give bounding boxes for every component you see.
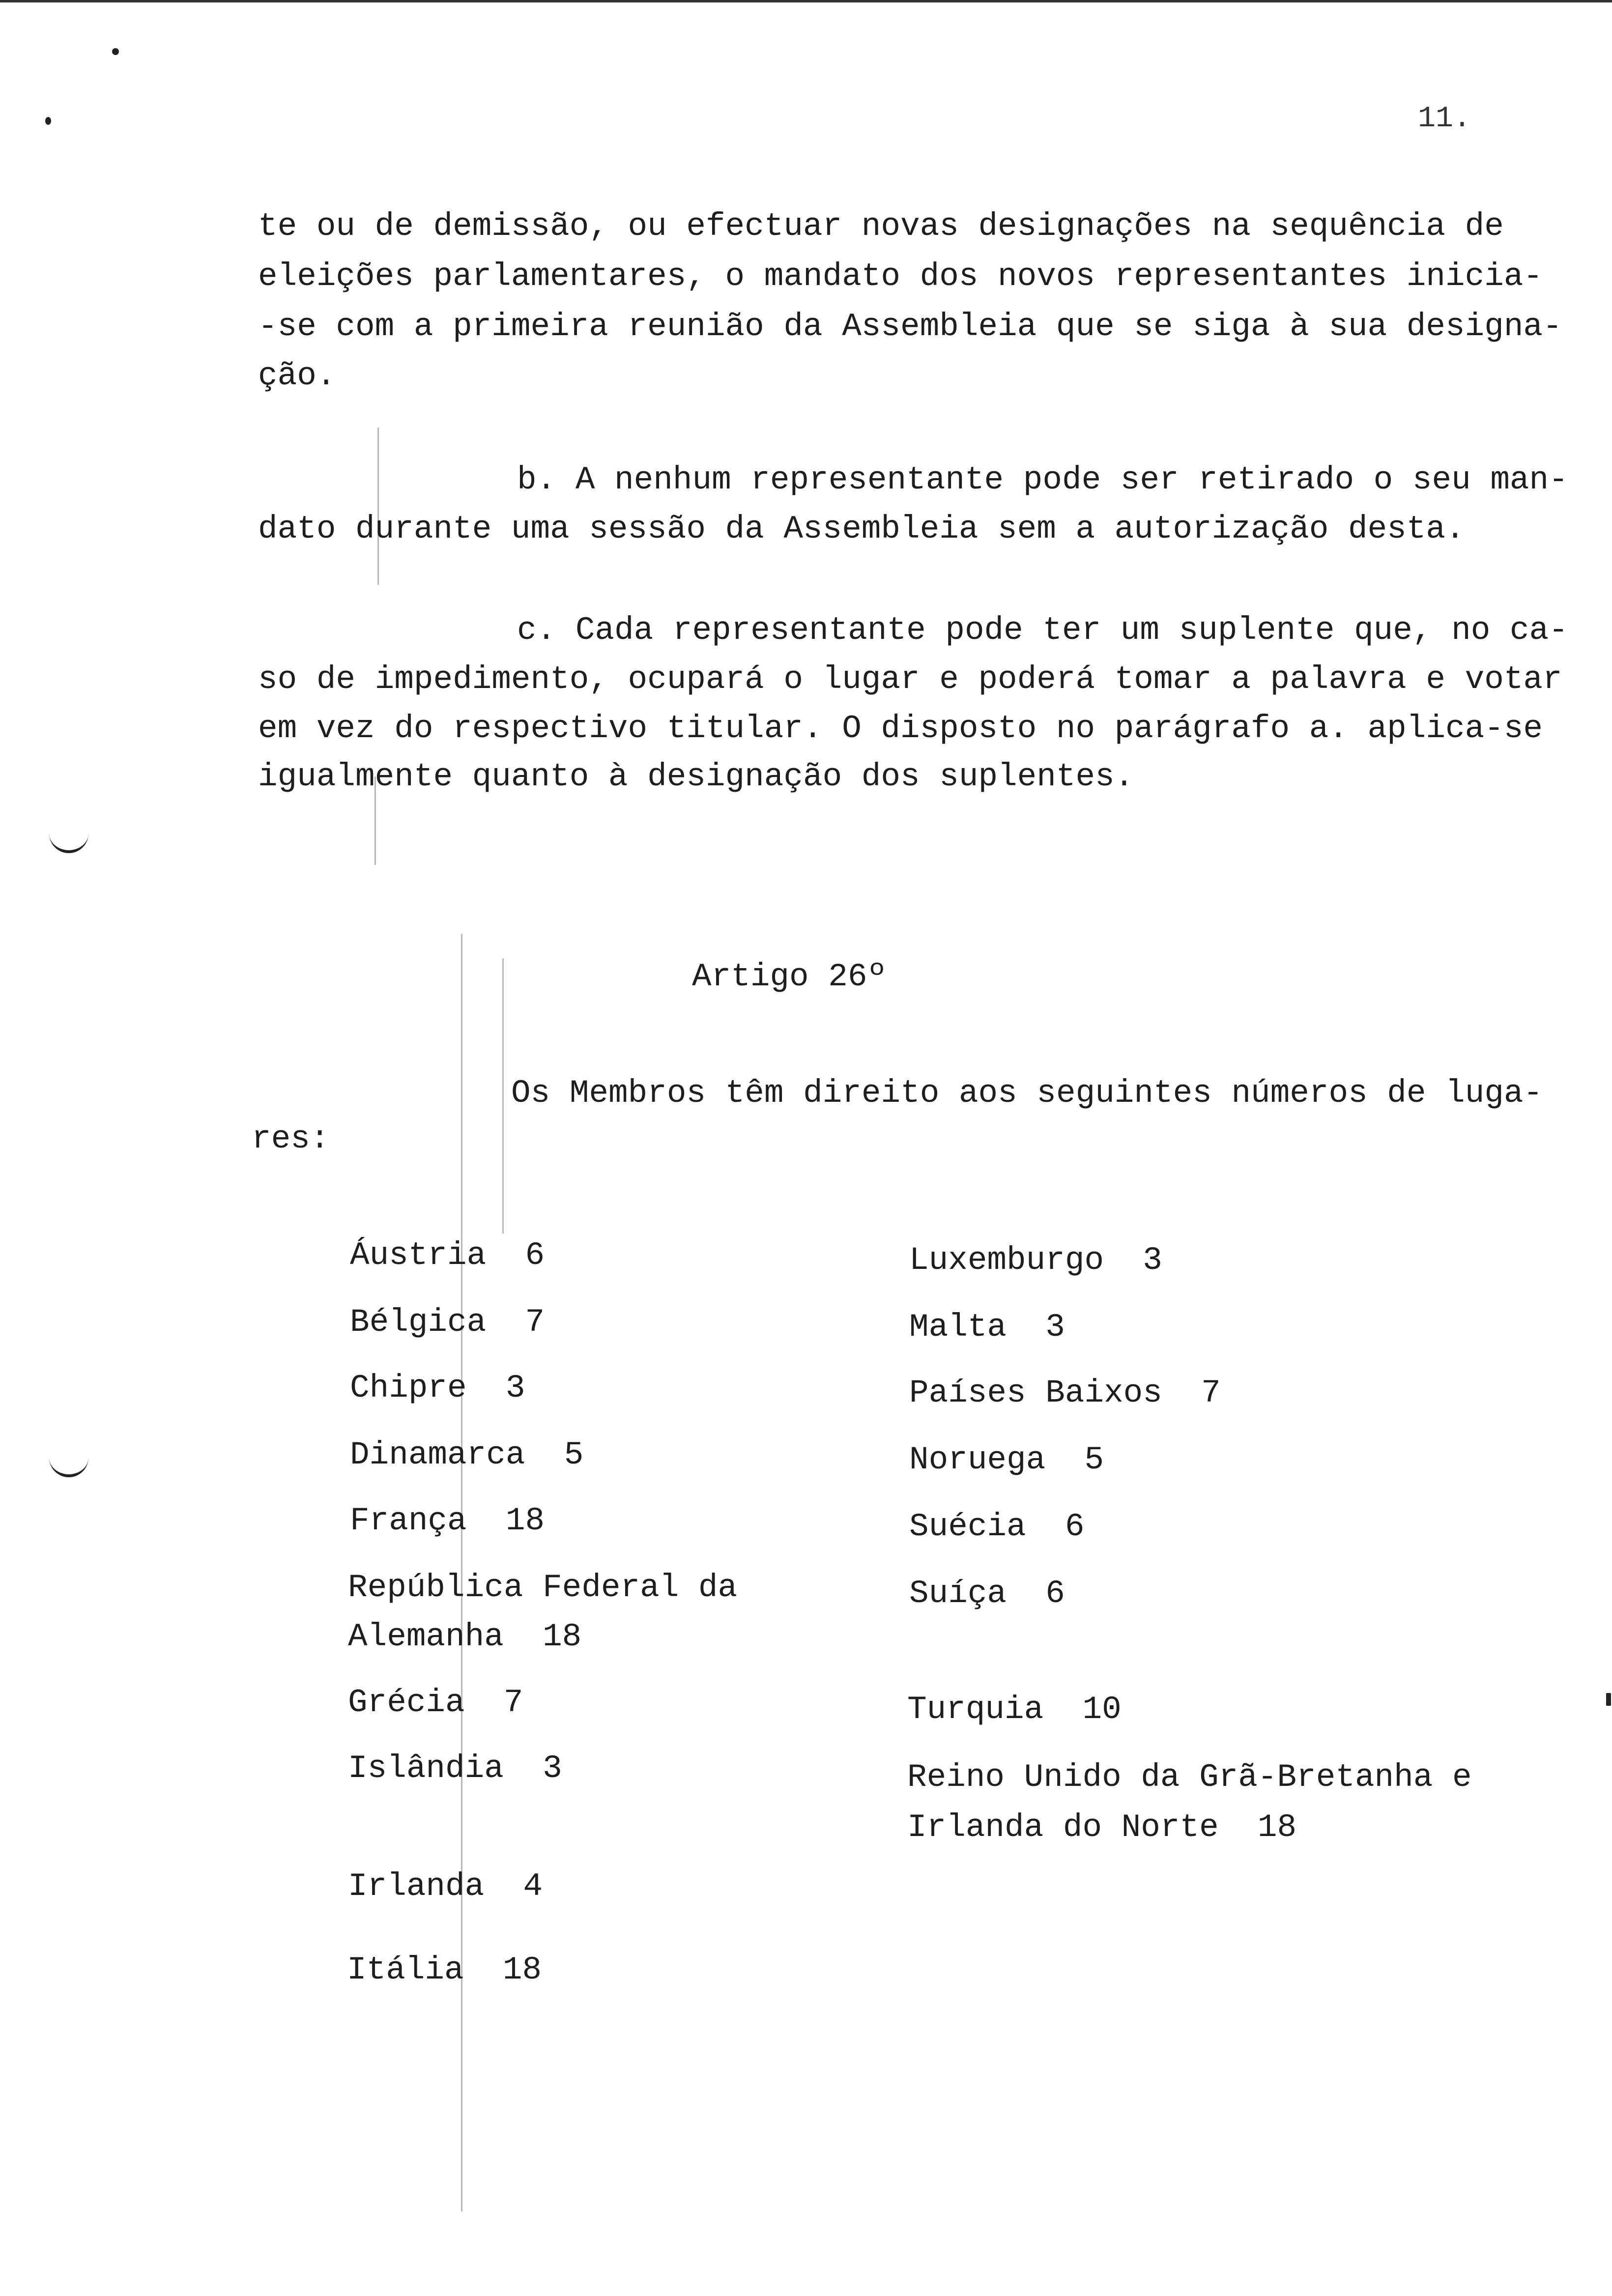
member-seats: 3	[543, 1750, 562, 1787]
paragraph-line: eleições parlamentares, o mandato dos novos representantes inicia-	[258, 258, 1543, 295]
member-entry	[907, 1811, 1296, 1844]
member-entry	[348, 1618, 582, 1655]
member-seats: 3	[1045, 1309, 1065, 1346]
scan-speck	[45, 117, 51, 125]
paragraph-line: -se com a primeira reunião da Assembleia que se siga à sua designa-	[258, 308, 1562, 345]
member-entry	[348, 1752, 562, 1785]
member-name: Dinamarca	[350, 1436, 525, 1473]
scan-speck	[1606, 1693, 1611, 1706]
member-name: Reino Unido da Grã-Bretanha e	[907, 1759, 1472, 1796]
member-seats: 18	[505, 1502, 545, 1539]
member-name: Islândia	[348, 1750, 504, 1787]
member-entry	[909, 1311, 1065, 1344]
page-top-edge	[0, 0, 1612, 2]
member-name: Suécia	[909, 1508, 1026, 1545]
member-name: República Federal da	[348, 1569, 738, 1606]
member-entry	[350, 1372, 525, 1405]
member-seats: 10	[1082, 1691, 1122, 1728]
member-name: Áustria	[350, 1237, 487, 1274]
scan-speck	[112, 48, 119, 55]
member-name: Noruega	[909, 1441, 1046, 1478]
member-seats: 3	[505, 1370, 525, 1406]
member-seats: 5	[564, 1436, 584, 1473]
member-seats: 4	[523, 1868, 543, 1905]
member-seats: 6	[525, 1237, 545, 1274]
member-entry	[909, 1508, 1085, 1545]
member-seats: 18	[502, 1952, 542, 1988]
member-entry	[350, 1306, 545, 1339]
member-entry	[348, 1684, 523, 1721]
scan-line	[377, 428, 379, 585]
member-name: Turquia	[907, 1691, 1044, 1728]
member-seats: 6	[1045, 1575, 1065, 1612]
member-name: Alemanha	[348, 1618, 504, 1655]
paragraph-c-line: igualmente quanto à designação dos suplentes.	[258, 758, 1134, 795]
member-entry	[909, 1441, 1104, 1478]
member-entry	[909, 1244, 1162, 1277]
member-name: Malta	[909, 1309, 1007, 1346]
member-entry	[907, 1761, 1472, 1794]
member-name: Países Baixos	[909, 1375, 1162, 1411]
member-name: Grécia	[348, 1684, 465, 1721]
paragraph-c-line: em vez do respectivo titular. O disposto no parágrafo a. aplica-se	[258, 710, 1543, 747]
member-name: Irlanda do Norte	[907, 1809, 1219, 1846]
member-entry	[907, 1693, 1122, 1726]
member-seats: 3	[1143, 1242, 1162, 1279]
article-intro-line: Os Membros têm direito aos seguintes números de luga-	[511, 1075, 1543, 1112]
member-entry	[909, 1377, 1221, 1409]
member-entry	[909, 1575, 1065, 1612]
member-seats: 7	[525, 1304, 545, 1341]
member-seats: 18	[543, 1618, 582, 1655]
member-entry	[347, 1954, 542, 1986]
member-seats: 18	[1257, 1809, 1297, 1846]
paragraph-line: te ou de demissão, ou efectuar novas designações na sequência de	[258, 208, 1504, 245]
member-seats: 5	[1084, 1441, 1104, 1478]
paragraph-c-line: so de impedimento, ocupará o lugar e poderá tomar a palavra e votar	[258, 661, 1562, 698]
punch-hole-mark	[49, 1455, 88, 1477]
member-name: França	[350, 1502, 467, 1539]
member-name: Itália	[347, 1952, 464, 1988]
scan-line	[502, 958, 504, 1234]
member-seats: 6	[1065, 1508, 1085, 1545]
member-name: Irlanda	[348, 1868, 485, 1905]
paragraph-b-line: b. A nenhum representante pode ser retirado o seu man-	[517, 461, 1568, 498]
paragraph-c-line: c. Cada representante pode ter um suplente que, no ca-	[517, 612, 1568, 649]
member-name: Chipre	[350, 1370, 467, 1406]
paragraph-b-line: dato durante uma sessão da Assembleia sem a autorização desta.	[258, 511, 1465, 547]
page-number: 11.	[1418, 102, 1471, 136]
paragraph-line: ção.	[258, 357, 336, 394]
member-seats: 7	[503, 1684, 523, 1721]
member-entry	[350, 1436, 584, 1473]
member-name: Bélgica	[350, 1304, 487, 1341]
member-entry	[350, 1502, 545, 1539]
member-entry	[348, 1569, 738, 1606]
member-entry	[348, 1870, 543, 1903]
member-entry	[350, 1239, 545, 1272]
article-intro-line: res:	[252, 1120, 330, 1157]
member-name: Luxemburgo	[909, 1242, 1104, 1279]
member-seats: 7	[1201, 1375, 1221, 1411]
article-title: Artigo 26º	[692, 958, 887, 995]
punch-hole-mark	[49, 831, 88, 853]
member-name: Suíça	[909, 1575, 1007, 1612]
